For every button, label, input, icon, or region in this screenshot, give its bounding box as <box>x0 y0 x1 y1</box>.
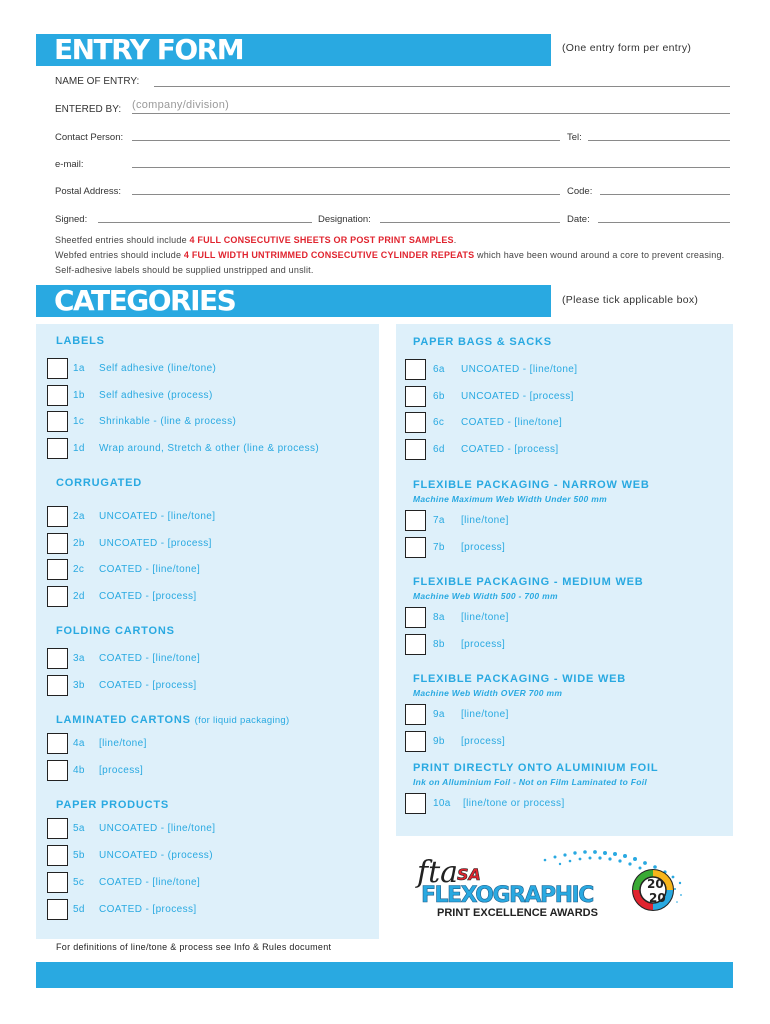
category-code: 9b <box>433 736 445 747</box>
category-code: 2b <box>73 538 85 549</box>
aluminium-foil-heading: PRINT DIRECTLY ONTO ALUMINIUM FOIL <box>413 762 659 774</box>
checkbox-3b[interactable] <box>47 675 68 696</box>
logo-tagline: PRINT EXCELLENCE AWARDS <box>437 907 598 919</box>
narrow-web-heading: FLEXIBLE PACKAGING - NARROW WEB <box>413 479 650 491</box>
checkbox-6a[interactable] <box>405 359 426 380</box>
category-code: 3a <box>73 653 85 664</box>
paper-products-heading: PAPER PRODUCTS <box>56 799 170 811</box>
category-code: 5a <box>73 823 85 834</box>
tel-field[interactable] <box>588 140 730 141</box>
entered-by-label: ENTERED BY: <box>55 104 122 115</box>
category-code: 6b <box>433 391 445 402</box>
sheetfed-note-emphasis: 4 FULL CONSECUTIVE SHEETS OR POST PRINT SAMPLES <box>189 235 454 245</box>
logo-flexographic: FLEXOGRAPHIC <box>421 883 593 908</box>
category-label: Wrap around, Stretch & other (line & process) <box>99 443 320 454</box>
entry-form-note: (One entry form per entry) <box>562 42 692 54</box>
category-code: 2d <box>73 591 85 602</box>
category-code: 4b <box>73 765 85 776</box>
category-label: UNCOATED - [line/tone] <box>461 364 578 375</box>
category-label: [process] <box>99 765 144 776</box>
category-code: 2c <box>73 564 85 575</box>
signed-field[interactable] <box>98 222 312 223</box>
webfed-note-end: which have been wound around a core to prevent creasing. Self-adhesive labels should be supplied unstripped and unslit. <box>55 250 725 275</box>
category-code: 1a <box>73 363 85 374</box>
entry-form-title: ENTRY FORM <box>54 33 244 66</box>
postal-address-label: Postal Address: <box>55 186 122 197</box>
category-label: COATED - [process] <box>99 904 197 915</box>
category-label: [process] <box>461 542 506 553</box>
checkbox-7a[interactable] <box>405 510 426 531</box>
checkbox-2b[interactable] <box>47 533 68 554</box>
category-label: UNCOATED - [line/tone] <box>99 823 216 834</box>
fta-sa-flexographic-awards-logo <box>415 846 695 926</box>
checkbox-6d[interactable] <box>405 439 426 460</box>
checkbox-4a[interactable] <box>47 733 68 754</box>
category-code: 1c <box>73 416 85 427</box>
category-code: 5d <box>73 904 85 915</box>
code-label: Code: <box>567 186 593 197</box>
category-label: [process] <box>461 639 506 650</box>
aluminium-foil-subtitle: Ink on Alluminium Foil - Not on Film Laminated to Foil <box>413 777 648 787</box>
category-code: 1d <box>73 443 85 454</box>
category-code: 10a <box>433 798 451 809</box>
checkbox-6c[interactable] <box>405 412 426 433</box>
checkbox-1c[interactable] <box>47 411 68 432</box>
wide-web-heading: FLEXIBLE PACKAGING - WIDE WEB <box>413 673 627 685</box>
category-code: 2a <box>73 511 85 522</box>
contact-person-field[interactable] <box>132 140 560 141</box>
category-label: [line/tone or process] <box>463 798 565 809</box>
category-code: 3b <box>73 680 85 691</box>
folding-cartons-heading: FOLDING CARTONS <box>56 625 175 637</box>
category-code: 6c <box>433 417 445 428</box>
category-label: [line/tone] <box>461 515 509 526</box>
webfed-note-emphasis: 4 FULL WIDTH UNTRIMMED CONSECUTIVE CYLINDER REPEATS <box>183 250 475 260</box>
category-label: UNCOATED - (process) <box>99 850 213 861</box>
sheetfed-note <box>55 233 735 248</box>
entered-by-field[interactable] <box>132 113 730 114</box>
laminated-cartons-heading <box>56 714 289 726</box>
checkbox-1b[interactable] <box>47 385 68 406</box>
email-label: e-mail: <box>55 159 84 170</box>
paper-bags-heading: PAPER BAGS & SACKS <box>413 336 552 348</box>
categories-title: CATEGORIES <box>54 284 236 317</box>
categories-header <box>36 285 551 317</box>
sheetfed-note-text: Sheetfed entries should include <box>55 235 190 245</box>
checkbox-6b[interactable] <box>405 386 426 407</box>
checkbox-8a[interactable] <box>405 607 426 628</box>
logo-sa: SA <box>457 865 481 884</box>
category-code: 1b <box>73 390 85 401</box>
code-field[interactable] <box>600 194 730 195</box>
checkbox-5a[interactable] <box>47 818 68 839</box>
category-label: COATED - [process] <box>99 680 197 691</box>
category-label: [line/tone] <box>461 709 509 720</box>
footer-band <box>36 962 733 988</box>
category-code: 5c <box>73 877 85 888</box>
category-label: UNCOATED - [line/tone] <box>99 511 216 522</box>
postal-address-field[interactable] <box>132 194 560 195</box>
webfed-note-text: Webfed entries should include <box>55 250 184 260</box>
category-label: COATED - [line/tone] <box>99 564 201 575</box>
category-label: COATED - [process] <box>461 444 559 455</box>
category-label: Self adhesive (line/tone) <box>99 363 217 374</box>
labels-heading: LABELS <box>56 335 105 347</box>
laminated-cartons-subtitle: (for liquid packaging) <box>194 715 290 726</box>
category-label: [line/tone] <box>99 738 147 749</box>
entered-by-placeholder: (company/division) <box>132 99 230 111</box>
category-label: COATED - [line/tone] <box>99 653 201 664</box>
checkbox-2a[interactable] <box>47 506 68 527</box>
checkbox-5d[interactable] <box>47 899 68 920</box>
narrow-web-subtitle: Machine Maximum Web Width Under 500 mm <box>413 494 607 504</box>
category-label: Shrinkable - (line & process) <box>99 416 237 427</box>
checkbox-2c[interactable] <box>47 559 68 580</box>
checkbox-5b[interactable] <box>47 845 68 866</box>
designation-label: Designation: <box>318 214 371 225</box>
checkbox-1d[interactable] <box>47 438 68 459</box>
checkbox-3a[interactable] <box>47 648 68 669</box>
logo-graphic <box>415 846 695 926</box>
designation-field[interactable] <box>380 222 560 223</box>
name-of-entry-label: NAME OF ENTRY: <box>55 76 140 87</box>
sheetfed-note-end: . <box>453 235 457 245</box>
category-code: 5b <box>73 850 85 861</box>
checkbox-2d[interactable] <box>47 586 68 607</box>
category-label: [line/tone] <box>461 612 509 623</box>
laminated-cartons-title: LAMINATED CARTONS <box>56 714 191 726</box>
categories-note: (Please tick applicable box) <box>562 294 699 306</box>
checkbox-8b[interactable] <box>405 634 426 655</box>
name-of-entry-field[interactable] <box>154 86 730 87</box>
category-code: 6d <box>433 444 445 455</box>
category-code: 9a <box>433 709 445 720</box>
webfed-note <box>55 248 735 277</box>
definitions-note: For definitions of line/tone & process see Info & Rules document <box>56 942 332 952</box>
medium-web-heading: FLEXIBLE PACKAGING - MEDIUM WEB <box>413 576 644 588</box>
email-field[interactable] <box>132 167 730 168</box>
signed-label: Signed: <box>55 214 88 225</box>
category-code: 8b <box>433 639 445 650</box>
category-label: COATED - [line/tone] <box>461 417 563 428</box>
entry-form-header <box>36 34 551 66</box>
checkbox-5c[interactable] <box>47 872 68 893</box>
tel-label: Tel: <box>567 132 582 143</box>
checkbox-9a[interactable] <box>405 704 426 725</box>
category-label: COATED - [process] <box>99 591 197 602</box>
category-code: 4a <box>73 738 85 749</box>
category-code: 6a <box>433 364 445 375</box>
date-label: Date: <box>567 214 590 225</box>
checkbox-7b[interactable] <box>405 537 426 558</box>
category-label: [process] <box>461 736 506 747</box>
checkbox-1a[interactable] <box>47 358 68 379</box>
logo-year-top: 20 <box>647 877 664 891</box>
checkbox-4b[interactable] <box>47 760 68 781</box>
category-label: COATED - [line/tone] <box>99 877 201 888</box>
logo-fta: fta <box>417 855 459 890</box>
category-label: UNCOATED - [process] <box>99 538 212 549</box>
checkbox-9b[interactable] <box>405 731 426 752</box>
category-code: 7b <box>433 542 445 553</box>
contact-person-label: Contact Person: <box>55 132 124 143</box>
date-field[interactable] <box>598 222 730 223</box>
logo-year-bottom: 20 <box>649 891 666 905</box>
category-label: UNCOATED - [process] <box>461 391 574 402</box>
corrugated-heading: CORRUGATED <box>56 477 143 489</box>
category-code: 8a <box>433 612 445 623</box>
checkbox-10a[interactable] <box>405 793 426 814</box>
medium-web-subtitle: Machine Web Width 500 - 700 mm <box>413 591 558 601</box>
category-label: Self adhesive (process) <box>99 390 213 401</box>
category-code: 7a <box>433 515 445 526</box>
wide-web-subtitle: Machine Web Width OVER 700 mm <box>413 688 563 698</box>
